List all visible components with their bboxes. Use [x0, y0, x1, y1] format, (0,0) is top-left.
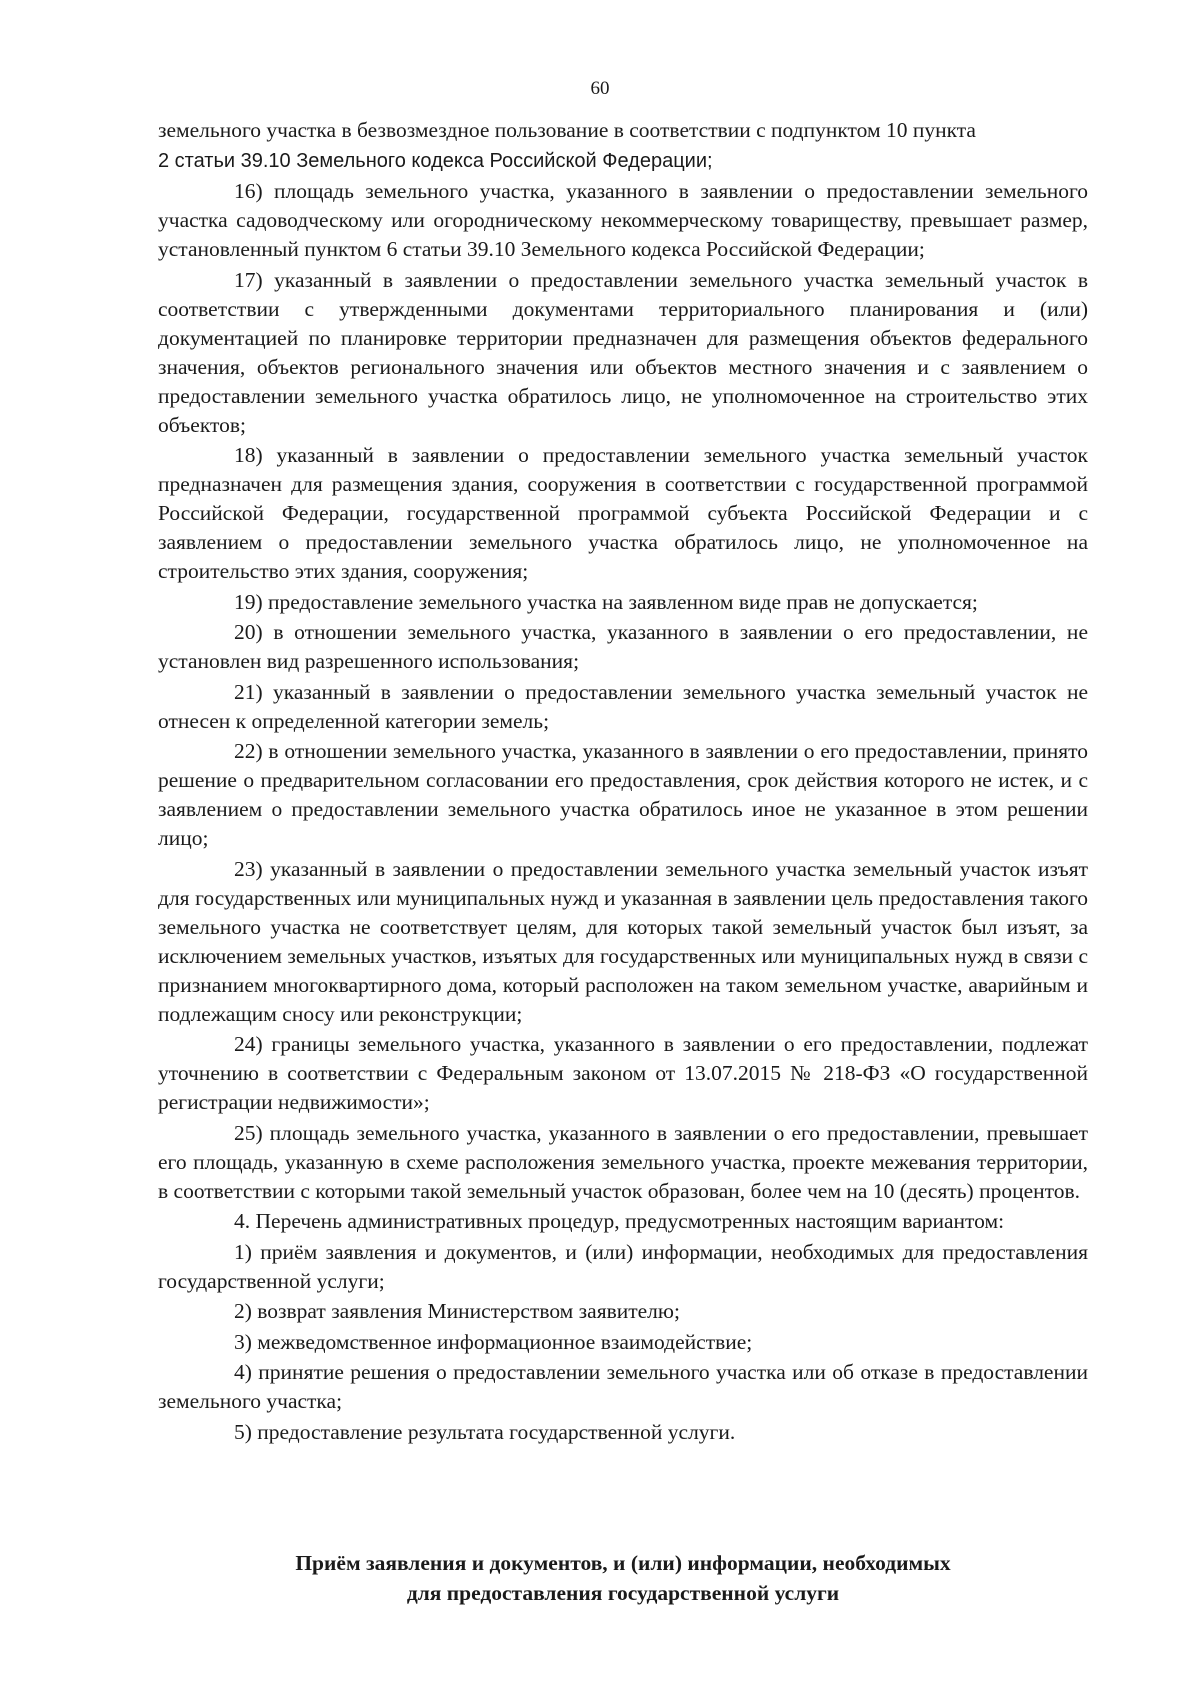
list-item-23: 23) указанный в заявлении о предоставлении земельного участка земельный участок изъят для государственных или муниципальных нужд и указанная в заявлении цель предоставления такого земельного участка не соответствует целям, для которых такой земельный участок был изъят, за исключением земельных участков, изъятых для государственных или муниципальных нужд в связи с признанием многоквартирного дома, который расположен на таком земельном участке, аварийным и подлежащим сносу или реконструкции;	[158, 856, 1088, 1026]
section-heading	[158, 1548, 1088, 1608]
procedure-item-4: 4) принятие решения о предоставлении земельного участка или об отказе в предоставлении земельного участка;	[158, 1360, 1088, 1413]
procedure-item-2: 2) возврат заявления Министерством заявителю;	[234, 1299, 680, 1323]
paragraph-continuation-1: земельного участка в безвозмездное пользование в соответствии с подпунктом 10 пункта	[158, 118, 976, 142]
section-heading-line-1: Приём заявления и документов, и (или) информации, необходимых	[295, 1551, 951, 1575]
procedure-item-1: 1) приём заявления и документов, и (или) информации, необходимых для предоставления государственной услуги;	[158, 1239, 1088, 1293]
paragraph-continuation-2: 2 статьи 39.10 Земельного кодекса Российской Федерации;	[158, 149, 713, 172]
section-heading-line-2: для предоставления государственной услуги	[406, 1581, 840, 1605]
procedure-item-5: 5) предоставление результата государственной услуги.	[234, 1419, 736, 1444]
list-item-21: 21) указанный в заявлении о предоставлении земельного участка земельный участок не отнесен к определенной категории земель;	[158, 679, 1088, 733]
list-item-18: 18) указанный в заявлении о предоставлении земельного участка земельный участок предназначен для размещения здания, сооружения в соответствии с государственной программой Российской Федерации, государственной программой субъекта Российской Федерации и с заявлением о предоставлении земельного участка обратилось лицо, не уполномоченное на строительство этих здания, сооружения;	[158, 443, 1088, 583]
list-item-17: 17) указанный в заявлении о предоставлении земельного участка земельный участок в соответствии с утвержденными документами территориального планирования и (или) документацией по планировке территории предназначен для размещения объектов федерального значения, объектов регионального значения или объектов местного значения и с заявлением о предоставлении земельного участка обратилось лицо, не уполномоченное на строительство этих объектов;	[158, 267, 1088, 437]
list-item-25: 25) площадь земельного участка, указанного в заявлении о его предоставлении, превышает его площадь, указанную в схеме расположения земельного участка, проекте межевания территории, в соответствии с которыми такой земельный участок образован, более чем на 10 (десять) процентов.	[158, 1120, 1088, 1203]
list-item-16: 16) площадь земельного участка, указанного в заявлении о предоставлении земельного участка садоводческому или огородническому некоммерческому товариществу, превышает размер, установленный пунктом 6 статьи 39.10 Земельного кодекса Российской Федерации;	[158, 179, 1088, 261]
list-item-24: 24) границы земельного участка, указанного в заявлении о его предоставлении, подлежат уточнению в соответствии с Федеральным законом от 13.07.2015 № 218-ФЗ «О государственной регистрации недвижимости»;	[158, 1032, 1088, 1114]
list-item-19: 19) предоставление земельного участка на заявленном виде прав не допускается;	[234, 589, 978, 614]
page-number: 60	[590, 78, 610, 99]
document-body	[158, 116, 1088, 1448]
procedure-item-3: 3) межведомственное информационное взаимодействие;	[234, 1329, 753, 1354]
list-item-22: 22) в отношении земельного участка, указанного в заявлении о его предоставлении, принято решение о предварительном согласовании его предоставления, срок действия которого не истек, и с заявлением о предоставлении земельного участка обратилось иное не указанное в этом решении лицо;	[158, 739, 1088, 850]
section-4-intro: 4. Перечень административных процедур, предусмотренных настоящим вариантом:	[234, 1209, 1005, 1233]
list-item-20: 20) в отношении земельного участка, указанного в заявлении о его предоставлении, не установлен вид разрешенного использования;	[158, 620, 1088, 673]
